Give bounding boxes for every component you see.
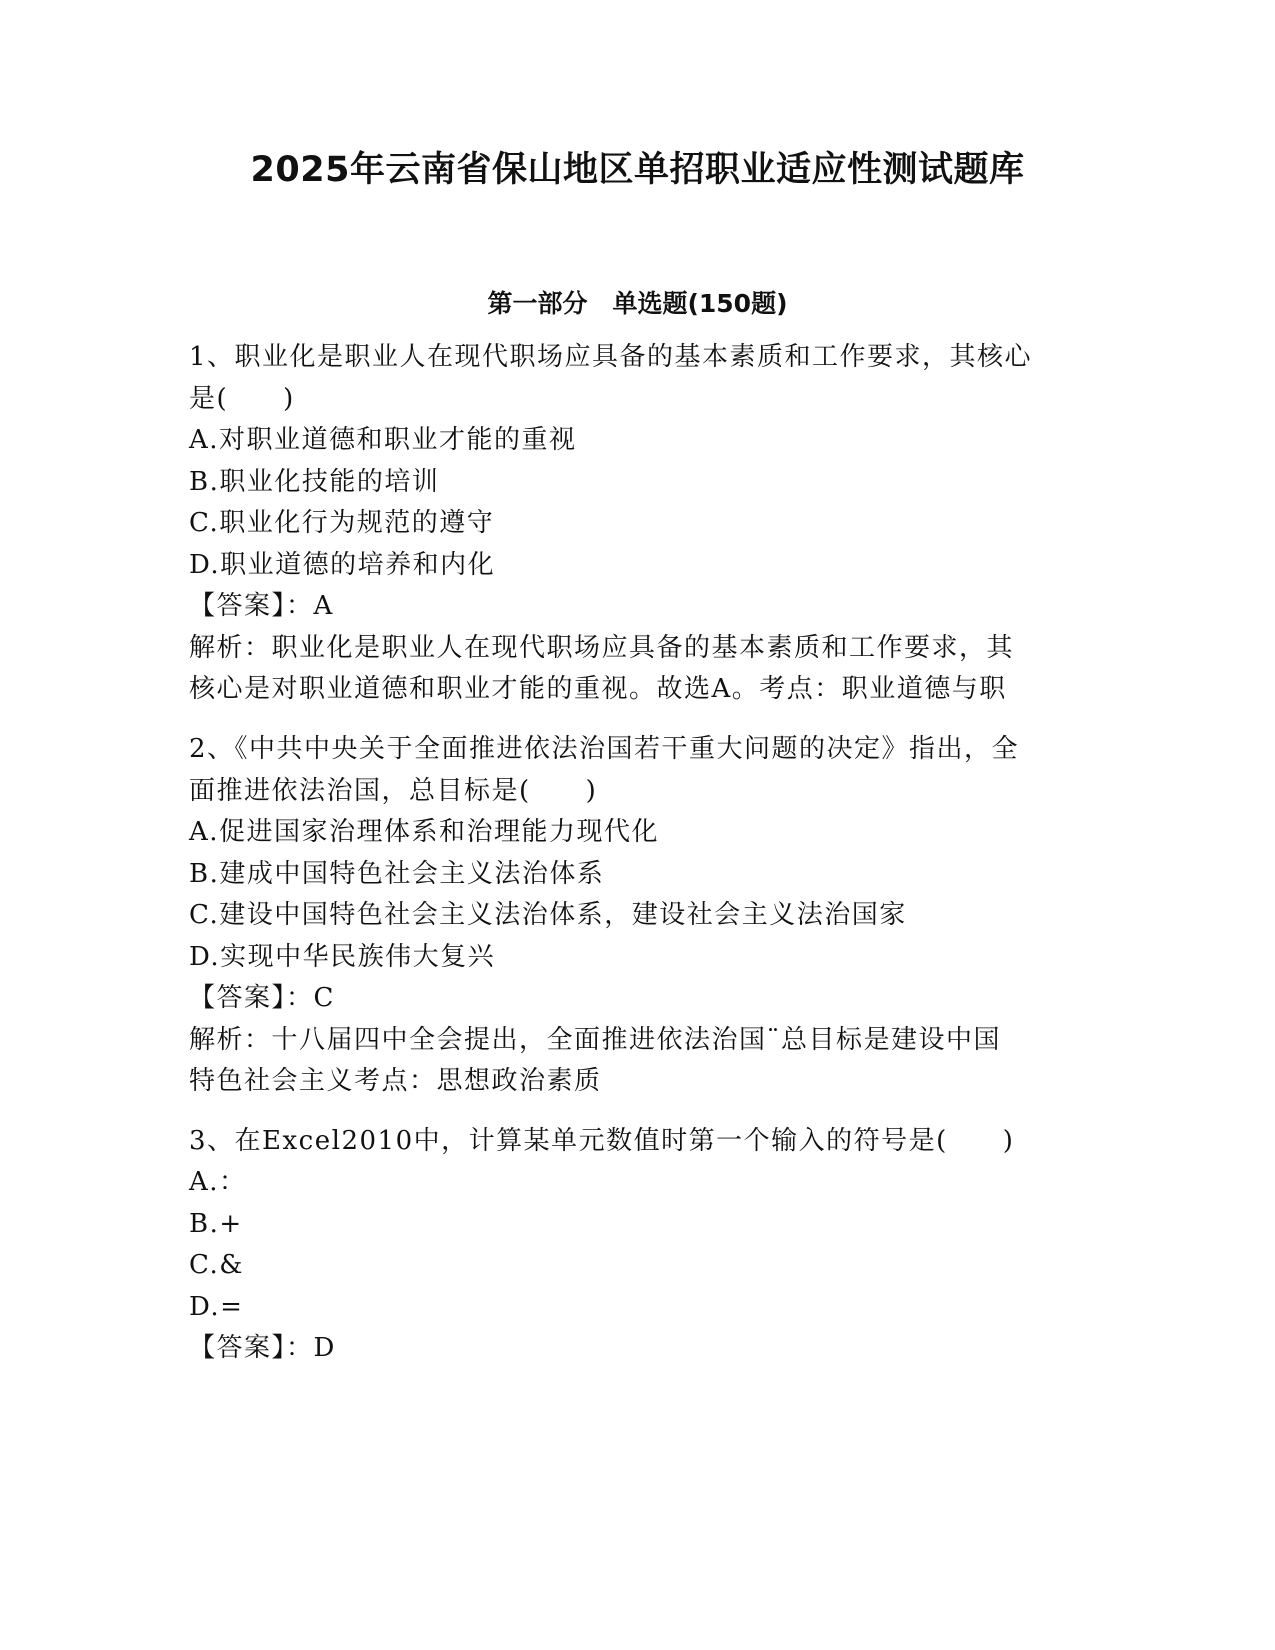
- option-a: A.对职业道德和职业才能的重视: [189, 425, 577, 455]
- option-d: D.职业道德的培养和内化: [189, 550, 496, 580]
- option-d: D.=: [189, 1292, 244, 1322]
- analysis: 特色社会主义考点：思想政治素质: [189, 1066, 602, 1096]
- option-b: B.职业化技能的培训: [189, 467, 440, 497]
- option-b: B.建成中国特色社会主义法治体系: [189, 859, 605, 889]
- option-b: B.+: [189, 1209, 243, 1239]
- answer: 【答案】：C: [189, 983, 335, 1013]
- question-stem: 是( ): [189, 384, 295, 414]
- option-c: C.&: [189, 1250, 244, 1280]
- section-heading: 第一部分 单选题(150题): [487, 289, 788, 318]
- option-a: A.促进国家治理体系和治理能力现代化: [189, 817, 660, 847]
- question-stem: 面推进依法治国，总目标是( ): [189, 776, 598, 806]
- analysis: 解析：职业化是职业人在现代职场应具备的基本素质和工作要求，其: [189, 633, 1015, 663]
- answer: 【答案】：A: [189, 591, 334, 621]
- answer: 【答案】：D: [189, 1333, 336, 1363]
- question-stem: 1、职业化是职业人在现代职场应具备的基本素质和工作要求，其核心: [189, 342, 1033, 372]
- option-c: C.建设中国特色社会主义法治体系，建设社会主义法治国家: [189, 900, 907, 930]
- question-stem: 3、在Excel2010中，计算某单元数值时第一个输入的符号是( ): [189, 1126, 1015, 1156]
- analysis: 核心是对职业道德和职业才能的重视。故选A。考点：职业道德与职: [189, 674, 1007, 704]
- document-title: 2025年云南省保山地区单招职业适应性测试题库: [250, 150, 1025, 190]
- analysis: 解析：十八届四中全会提出，全面推进依法治国¨总目标是建设中国: [189, 1025, 1002, 1055]
- option-d: D.实现中华民族伟大复兴: [189, 942, 496, 972]
- option-c: C.职业化行为规范的遵守: [189, 508, 495, 538]
- option-a: A.：: [189, 1167, 247, 1197]
- question-stem: 2、《中共中央关于全面推进依法治国若干重大问题的决定》指出，全: [189, 734, 1020, 764]
